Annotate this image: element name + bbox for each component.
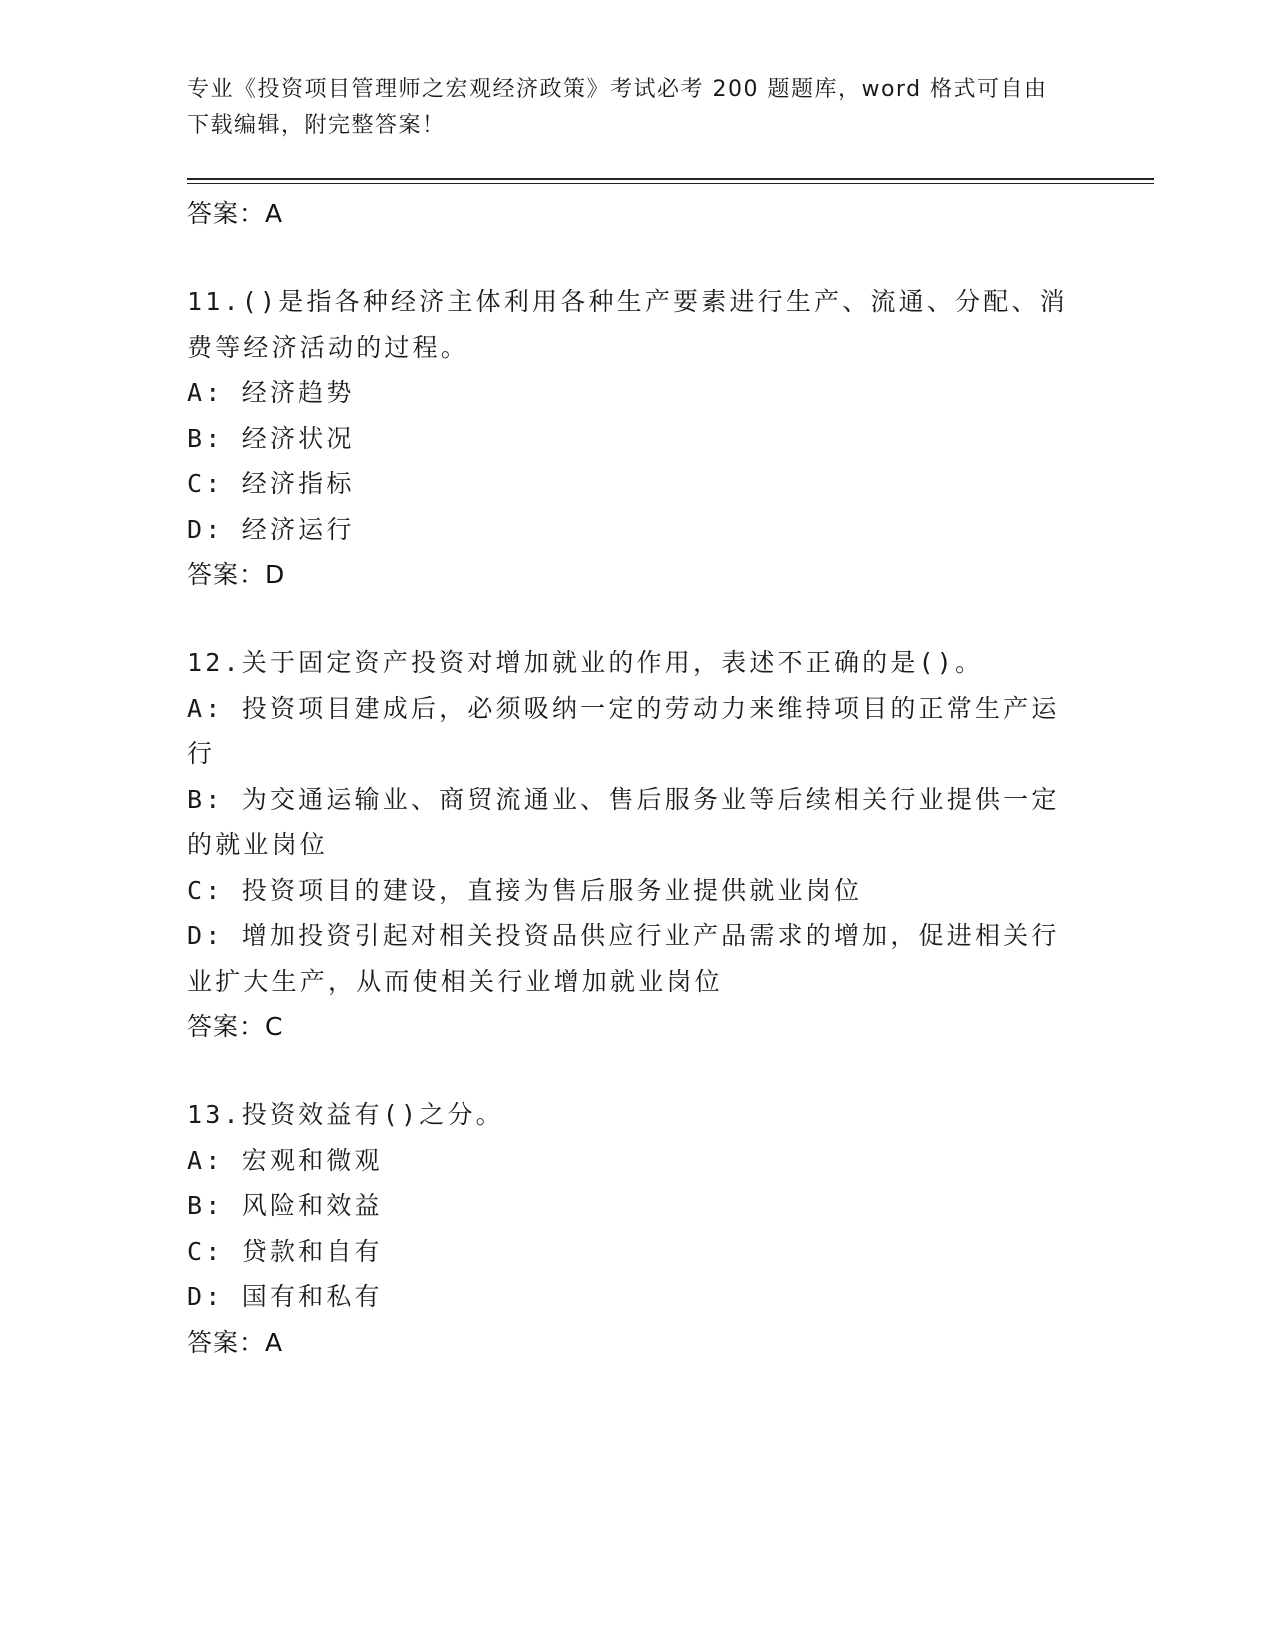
answer-line: 答案：A <box>187 1327 284 1357</box>
option-d: D: 国有和私有 <box>187 1282 383 1311</box>
answer-line: 答案：C <box>187 1012 284 1041</box>
option-c: C: 贷款和自有 <box>187 1236 383 1266</box>
answer-line: 答案：A <box>187 199 284 228</box>
question-11 <box>187 279 1077 598</box>
option-b: B: 经济状况 <box>187 423 355 453</box>
question-list <box>187 187 1077 1366</box>
header-divider-thin <box>187 183 1154 184</box>
question-13 <box>187 1092 1077 1366</box>
answer-line: 答案：D <box>187 560 286 589</box>
option-a: A: 经济趋势 <box>187 378 355 407</box>
question-stem: 11.()是指各种经济主体利用各种生产要素进行生产、流通、分配、消费等经济活动的过程。 <box>187 287 1068 362</box>
option-d: D: 经济运行 <box>187 514 355 544</box>
question-stem: 12.关于固定资产投资对增加就业的作用，表述不正确的是()。 <box>187 648 984 677</box>
document-header: 专业《投资项目管理师之宏观经济政策》考试必考 200 题题库，word 格式可自由下载编辑，附完整答案！ <box>187 77 1048 138</box>
question-12 <box>187 640 1077 1050</box>
option-c: C: 经济指标 <box>187 469 355 498</box>
question-stem: 13.投资效益有()之分。 <box>187 1100 504 1129</box>
option-b: B: 风险和效益 <box>187 1191 383 1220</box>
option-d: D: 增加投资引起对相关投资品供应行业产品需求的增加，促进相关行业扩大生产，从而使相关行业增加就业岗位 <box>187 921 1060 996</box>
header-divider-thick <box>187 178 1154 180</box>
option-b: B: 为交通运输业、商贸流通业、售后服务业等后续相关行业提供一定的就业岗位 <box>187 784 1060 859</box>
option-a: A: 宏观和微观 <box>187 1145 383 1175</box>
option-c: C: 投资项目的建设，直接为售后服务业提供就业岗位 <box>187 875 863 905</box>
option-a: A: 投资项目建成后，必须吸纳一定的劳动力来维持项目的正常生产运行 <box>187 693 1060 768</box>
